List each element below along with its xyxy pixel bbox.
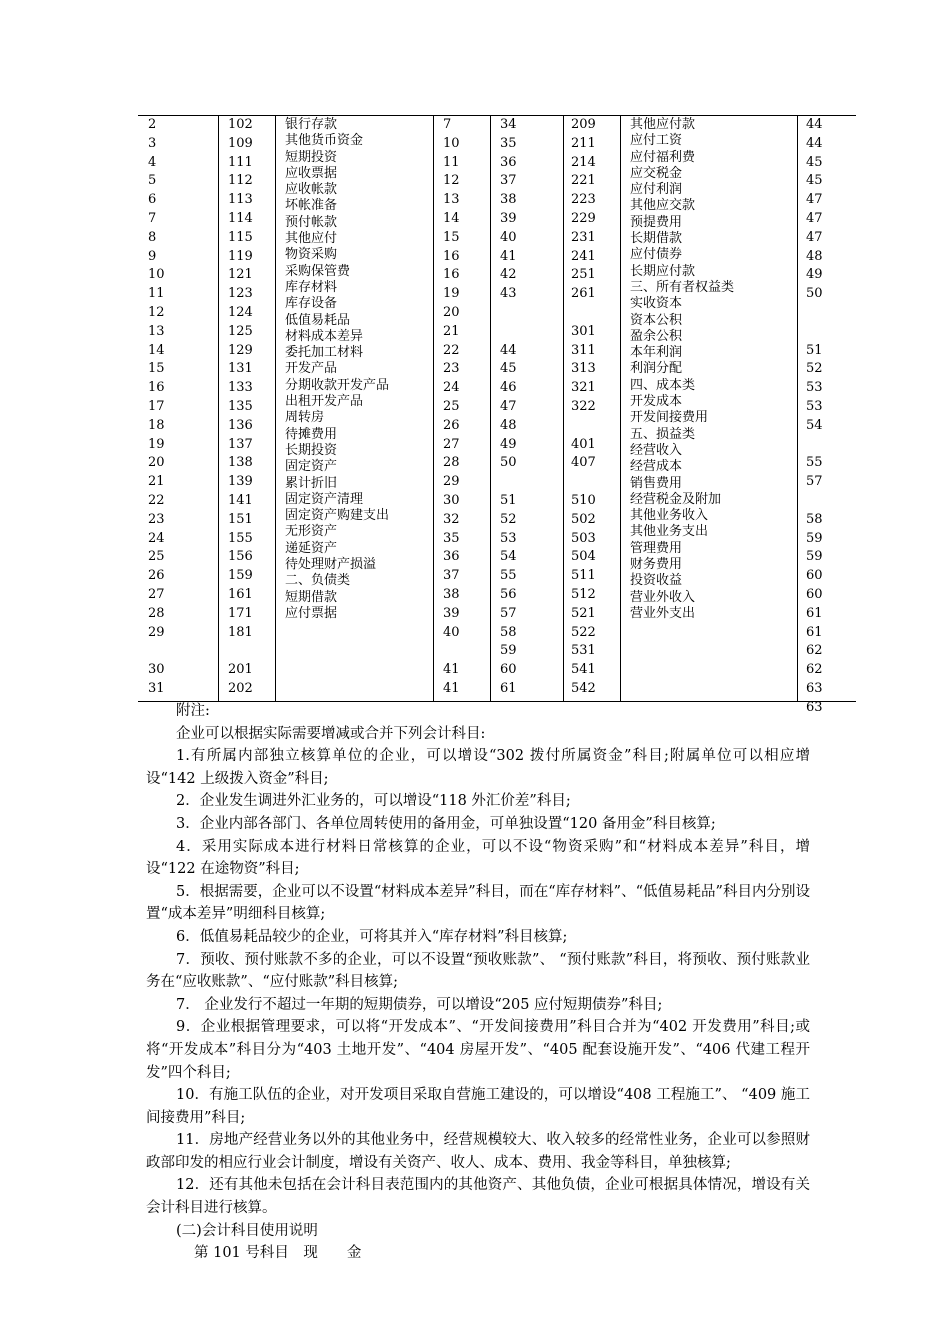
note-item: 4．采用实际成本进行材料日常核算的企业，可以不设“物资采购”和“材料成本差异”科目，增设“122 在途物资”科目; <box>146 838 810 878</box>
section-title: (二)会计科目使用说明 <box>176 1222 318 1239</box>
table-cell: 223 <box>571 192 596 208</box>
table-cell: 35 <box>443 530 460 546</box>
table-cell: 57 <box>806 474 823 490</box>
table-cell: 60 <box>806 568 823 584</box>
table-cell: 28 <box>148 605 165 621</box>
table-cell: 8 <box>148 229 157 245</box>
table-divider <box>275 116 276 701</box>
table-cell: 44 <box>500 342 517 358</box>
table-cell: 39 <box>500 210 517 226</box>
table-cell: 7 <box>443 117 452 132</box>
table-cell: 133 <box>228 380 253 396</box>
table-cell: 短期借款 <box>285 589 338 605</box>
table-cell: 171 <box>228 605 253 621</box>
table-cell: 银行存款 <box>285 117 338 132</box>
table-cell: 63 <box>806 680 823 696</box>
table-cell: 2 <box>148 117 157 132</box>
table-cell: 541 <box>571 662 596 678</box>
note-item: 9．企业根据管理要求，可以将“开发成本”、“开发间接费用”科目合并为“402 开发费用”科目;或将“开发成本”科目分为“403 土地开发”、“404 房屋开发”、“405 配套设施开发”、“406 代建工程开发”四个科目; <box>146 1019 810 1081</box>
table-cell: 159 <box>228 568 253 584</box>
table-cell: 49 <box>500 436 517 452</box>
table-cell: 15 <box>148 361 165 377</box>
table-cell: 41 <box>443 680 460 696</box>
table-cell: 28 <box>443 455 460 471</box>
table-cell: 59 <box>500 643 517 659</box>
table-cell: 59 <box>806 530 823 546</box>
table-cell: 50 <box>806 286 823 302</box>
table-cell <box>148 642 165 661</box>
table-cell: 开发成本 <box>630 394 683 410</box>
table-cell: 48 <box>806 248 823 264</box>
column-page-ref-2 <box>806 116 823 718</box>
table-cell: 40 <box>443 624 460 640</box>
table-cell: 60 <box>500 662 517 678</box>
table-cell: 经营成本 <box>630 459 683 475</box>
note-item: 1.有所属内部独立核算单位的企业，可以增设“302 拨付所属资金”科目;附属单位可以相应增设“142 上级拨入资金”科目; <box>146 748 810 787</box>
table-cell: 16 <box>148 380 165 396</box>
table-cell: 资本公积 <box>630 312 683 328</box>
table-cell: 214 <box>571 154 596 170</box>
table-cell: 521 <box>571 605 596 621</box>
table-cell: 出租开发产品 <box>285 394 364 410</box>
table-cell: 209 <box>571 117 596 132</box>
table-cell: 经营税金及附加 <box>630 491 722 507</box>
table-cell: 131 <box>228 361 253 377</box>
table-cell: 52 <box>806 361 823 377</box>
column-account-name-2 <box>630 117 734 622</box>
table-cell: 181 <box>228 624 253 640</box>
table-cell: 40 <box>500 229 517 245</box>
table-cell: 401 <box>571 436 596 452</box>
note-item: 3．企业内部各部门、各单位周转使用的备用金，可单独设置“120 备用金”科目核算; <box>176 815 716 832</box>
table-cell: 512 <box>571 586 596 602</box>
table-cell: 37 <box>443 568 460 584</box>
table-cell: 待摊费用 <box>285 426 338 442</box>
table-cell: 125 <box>228 323 253 339</box>
table-cell: 31 <box>148 680 165 696</box>
table-cell: 9 <box>148 248 157 264</box>
table-cell: 56 <box>500 586 517 602</box>
table-cell: 应付利润 <box>630 182 683 198</box>
table-divider <box>218 116 219 701</box>
table-cell: 22 <box>443 342 460 358</box>
table-cell: 投资收益 <box>630 573 683 589</box>
table-cell: 58 <box>806 511 823 527</box>
table-cell: 407 <box>571 455 596 471</box>
table-cell: 13 <box>148 323 165 339</box>
table-cell: 119 <box>228 248 253 264</box>
column-code-2 <box>571 116 596 699</box>
table-cell: 材料成本差异 <box>285 328 364 344</box>
table-divider <box>797 116 798 701</box>
table-cell: 应收帐款 <box>285 182 338 198</box>
table-cell: 29 <box>148 624 165 640</box>
table-cell: 124 <box>228 304 253 320</box>
table-cell: 其他应付款 <box>630 117 696 132</box>
table-cell <box>806 492 823 511</box>
table-cell: 52 <box>500 511 517 527</box>
table-cell: 229 <box>571 210 596 226</box>
table-cell: 15 <box>443 229 460 245</box>
table-cell: 63 <box>806 699 823 715</box>
notes-section <box>146 700 810 1265</box>
table-cell: 13 <box>443 192 460 208</box>
table-cell: 20 <box>148 455 165 471</box>
table-cell: 115 <box>228 229 253 245</box>
column-serial <box>148 116 165 699</box>
table-cell: 26 <box>443 417 460 433</box>
table-cell: 25 <box>443 398 460 414</box>
table-cell <box>806 323 823 342</box>
table-divider <box>490 116 491 701</box>
table-cell: 138 <box>228 455 253 471</box>
table-cell: 11 <box>148 286 165 302</box>
table-cell <box>571 473 596 492</box>
table-cell: 固定资产 <box>285 459 338 475</box>
column-page-ref <box>443 116 460 699</box>
note-item: 6．低值易耗品较少的企业，可将其并入“库存材料”科目核算; <box>176 928 568 945</box>
table-cell: 44 <box>806 135 823 151</box>
table-cell: 7 <box>148 210 157 226</box>
table-cell: 预提费用 <box>630 214 683 230</box>
table-cell: 应交税金 <box>630 165 683 181</box>
table-cell: 502 <box>571 511 596 527</box>
table-cell <box>443 642 460 661</box>
table-cell <box>228 642 253 661</box>
notes-heading: 附注: <box>176 703 210 719</box>
table-cell: 财务费用 <box>630 557 683 573</box>
note-item: 5．根据需要，企业可以不设置“材料成本差异”科目，而在“库存材料”、“低值易耗品”科目内分别设置“成本差异”明细科目核算; <box>146 883 810 923</box>
table-cell: 其他业务支出 <box>630 524 709 540</box>
table-cell: 开发间接费用 <box>630 410 709 426</box>
table-cell: 利润分配 <box>630 361 683 377</box>
table-cell: 45 <box>500 361 517 377</box>
table-cell: 长期应付款 <box>630 263 696 279</box>
table-cell: 14 <box>443 210 460 226</box>
table-cell: 19 <box>443 286 460 302</box>
table-cell: 29 <box>443 474 460 490</box>
table-cell: 156 <box>228 549 253 565</box>
table-cell: 102 <box>228 117 253 132</box>
table-cell: 22 <box>148 492 165 508</box>
table-cell: 35 <box>500 135 517 151</box>
table-cell: 16 <box>443 248 460 264</box>
table-cell: 开发产品 <box>285 361 338 377</box>
table-cell: 123 <box>228 286 253 302</box>
table-cell: 60 <box>806 586 823 602</box>
table-cell: 盈余公积 <box>630 328 683 344</box>
table-cell: 59 <box>806 549 823 565</box>
table-cell: 41 <box>500 248 517 264</box>
table-cell: 503 <box>571 530 596 546</box>
table-cell: 管理费用 <box>630 540 683 556</box>
table-cell: 四、成本类 <box>630 377 696 393</box>
notes-list <box>146 745 810 1219</box>
table-cell: 坏帐准备 <box>285 198 338 214</box>
note-item: 7．预收、预付账款不多的企业，可以不设置“预收账款”、 “预付账款”科目，将预收、预付账款业务在“应收账款”、“应付账款”科目核算; <box>146 951 810 991</box>
table-cell: 5 <box>148 173 157 189</box>
table-cell: 27 <box>148 586 165 602</box>
table-cell: 二、负债类 <box>285 573 351 589</box>
table-cell: 47 <box>806 210 823 226</box>
table-cell: 周转房 <box>285 410 325 426</box>
table-cell: 531 <box>571 643 596 659</box>
table-cell: 其他货币资金 <box>285 133 364 149</box>
table-cell: 11 <box>443 154 460 170</box>
table-cell: 3 <box>148 135 157 151</box>
note-item: 7． 企业发行不超过一年期的短期债券，可以增设“205 应付短期债券”科目; <box>176 996 663 1013</box>
table-cell: 12 <box>148 304 165 320</box>
table-cell <box>500 304 517 323</box>
column-account-name <box>285 117 389 622</box>
table-divider <box>620 116 621 701</box>
subject-title: 第 101 号科目 现 金 <box>194 1245 362 1262</box>
table-cell: 10 <box>148 267 165 283</box>
table-cell: 542 <box>571 680 596 696</box>
table-cell: 待处理财产损溢 <box>285 557 377 573</box>
table-cell: 采购保管费 <box>285 263 351 279</box>
table-cell: 24 <box>148 530 165 546</box>
table-cell: 实收资本 <box>630 296 683 312</box>
table-cell: 44 <box>806 117 823 132</box>
table-cell: 应付债券 <box>630 247 683 263</box>
note-item: 12．还有其他未包括在会计科目表范围内的其他资产、其他负债，企业可根据具体情况，增设有关会计科目进行核算。 <box>146 1177 810 1217</box>
table-cell: 49 <box>806 267 823 283</box>
note-item: 11．房地产经营业务以外的其他业务中，经营规模较大、收入较多的经常性业务，企业可以参照财政部印发的相应行业会计制度，增设有关资产、收人、成本、费用、我金等科目，单独核算; <box>146 1132 810 1171</box>
table-cell: 511 <box>571 568 596 584</box>
note-item: 10．有施工队伍的企业，对开发项目采取自营施工建设的，可以增设“408 工程施工”、 “409 施工间接费用”科目; <box>146 1087 810 1126</box>
table-cell: 37 <box>500 173 517 189</box>
table-cell: 62 <box>806 662 823 678</box>
table-cell: 经营收入 <box>630 442 683 458</box>
table-cell: 261 <box>571 286 596 302</box>
table-cell: 五、损益类 <box>630 426 696 442</box>
table-cell: 321 <box>571 380 596 396</box>
table-divider <box>563 116 564 701</box>
table-cell: 53 <box>806 398 823 414</box>
table-cell: 库存设备 <box>285 296 338 312</box>
table-cell: 522 <box>571 624 596 640</box>
table-cell: 136 <box>228 417 253 433</box>
table-cell: 313 <box>571 361 596 377</box>
table-cell: 营业外支出 <box>630 605 696 621</box>
table-cell: 62 <box>806 643 823 659</box>
table-cell: 202 <box>228 680 253 696</box>
table-cell: 长期借款 <box>630 231 683 247</box>
column-code <box>228 116 253 699</box>
table-cell: 18 <box>148 417 165 433</box>
column-serial-2 <box>500 116 517 699</box>
table-cell: 其他应付 <box>285 231 338 247</box>
table-cell: 38 <box>443 586 460 602</box>
table-cell: 121 <box>228 267 253 283</box>
note-item: 2．企业发生调进外汇业务的，可以增设“118 外汇价差”科目; <box>176 793 571 810</box>
table-cell: 129 <box>228 342 253 358</box>
table-cell: 三、所有者权益类 <box>630 279 735 295</box>
table-cell: 47 <box>806 192 823 208</box>
table-cell: 111 <box>228 154 253 170</box>
table-cell: 510 <box>571 492 596 508</box>
table-cell: 139 <box>228 474 253 490</box>
table-cell: 物资采购 <box>285 247 338 263</box>
table-cell: 45 <box>806 154 823 170</box>
table-cell: 24 <box>443 380 460 396</box>
table-cell: 委托加工材料 <box>285 345 364 361</box>
table-cell: 27 <box>443 436 460 452</box>
table-cell: 38 <box>500 192 517 208</box>
table-cell: 26 <box>148 568 165 584</box>
table-cell: 46 <box>500 380 517 396</box>
table-cell: 30 <box>148 662 165 678</box>
table-cell: 135 <box>228 398 253 414</box>
table-cell: 销售费用 <box>630 475 683 491</box>
table-cell: 43 <box>500 286 517 302</box>
table-cell: 53 <box>500 530 517 546</box>
table-cell: 109 <box>228 135 253 151</box>
table-cell: 141 <box>228 492 253 508</box>
table-cell: 161 <box>228 586 253 602</box>
table-cell: 无形资产 <box>285 524 338 540</box>
table-cell: 固定资产清理 <box>285 491 364 507</box>
table-cell: 其他应交款 <box>630 198 696 214</box>
table-cell: 应付福利费 <box>630 149 696 165</box>
table-cell: 112 <box>228 173 253 189</box>
table-cell: 应收票据 <box>285 165 338 181</box>
table-cell: 固定资产购建支出 <box>285 508 390 524</box>
table-cell: 61 <box>806 605 823 621</box>
table-cell: 55 <box>500 568 517 584</box>
table-cell: 57 <box>500 605 517 621</box>
table-cell: 504 <box>571 549 596 565</box>
table-cell: 211 <box>571 135 596 151</box>
table-cell: 10 <box>443 135 460 151</box>
table-cell: 34 <box>500 117 517 132</box>
table-cell: 151 <box>228 511 253 527</box>
table-cell: 递延资产 <box>285 540 338 556</box>
table-cell: 应付工资 <box>630 133 683 149</box>
table-cell <box>500 323 517 342</box>
table-cell: 23 <box>443 361 460 377</box>
table-cell: 16 <box>443 267 460 283</box>
table-divider <box>433 116 434 701</box>
table-cell: 41 <box>443 662 460 678</box>
table-cell: 21 <box>443 323 460 339</box>
table-cell: 42 <box>500 267 517 283</box>
table-cell: 47 <box>806 229 823 245</box>
table-cell: 长期投资 <box>285 442 338 458</box>
table-cell: 137 <box>228 436 253 452</box>
table-cell: 51 <box>806 342 823 358</box>
table-cell: 分期收款开发产品 <box>285 377 390 393</box>
table-cell: 221 <box>571 173 596 189</box>
table-cell: 本年利润 <box>630 345 683 361</box>
table-cell: 201 <box>228 662 253 678</box>
notes-intro: 企业可以根据实际需要增减或合并下列会计科目: <box>176 725 486 742</box>
table-cell: 113 <box>228 192 253 208</box>
table-cell: 51 <box>500 492 517 508</box>
table-cell <box>571 304 596 323</box>
table-cell: 61 <box>806 624 823 640</box>
table-cell: 53 <box>806 380 823 396</box>
table-cell: 库存材料 <box>285 279 338 295</box>
table-cell: 47 <box>500 398 517 414</box>
table-cell: 61 <box>500 680 517 696</box>
table-cell: 应付票据 <box>285 605 338 621</box>
table-cell: 25 <box>148 549 165 565</box>
table-cell: 12 <box>443 173 460 189</box>
table-cell: 45 <box>806 173 823 189</box>
table-cell: 32 <box>443 511 460 527</box>
table-cell: 低值易耗品 <box>285 312 351 328</box>
table-cell: 累计折旧 <box>285 475 338 491</box>
table-cell: 301 <box>571 323 596 339</box>
table-cell: 36 <box>500 154 517 170</box>
table-cell: 4 <box>148 154 157 170</box>
table-cell: 23 <box>148 511 165 527</box>
table-cell: 6 <box>148 192 157 208</box>
table-cell: 17 <box>148 398 165 414</box>
table-cell: 21 <box>148 474 165 490</box>
table-cell: 241 <box>571 248 596 264</box>
table-cell: 54 <box>500 549 517 565</box>
table-cell: 48 <box>500 417 517 433</box>
table-cell: 其他业务收入 <box>630 508 709 524</box>
table-cell: 251 <box>571 267 596 283</box>
table-cell: 39 <box>443 605 460 621</box>
table-cell: 155 <box>228 530 253 546</box>
table-cell: 54 <box>806 417 823 433</box>
table-cell: 30 <box>443 492 460 508</box>
table-cell <box>500 473 517 492</box>
table-cell: 114 <box>228 210 253 226</box>
table-cell: 预付帐款 <box>285 214 338 230</box>
table-cell: 50 <box>500 455 517 471</box>
table-cell: 短期投资 <box>285 149 338 165</box>
table-cell: 36 <box>443 549 460 565</box>
table-cell <box>806 304 823 323</box>
table-cell <box>571 417 596 436</box>
table-cell: 20 <box>443 304 460 320</box>
table-cell: 55 <box>806 455 823 471</box>
table-cell <box>806 436 823 455</box>
table-cell: 14 <box>148 342 165 358</box>
table-cell: 311 <box>571 342 596 358</box>
table-cell: 322 <box>571 398 596 414</box>
table-cell: 58 <box>500 624 517 640</box>
table-cell: 营业外收入 <box>630 589 696 605</box>
table-cell: 231 <box>571 229 596 245</box>
table-cell: 19 <box>148 436 165 452</box>
